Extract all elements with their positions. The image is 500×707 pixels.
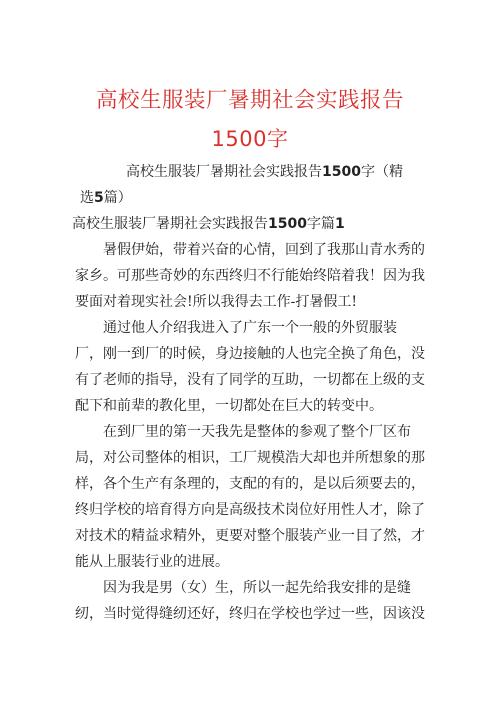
body-line: 纫，当时觉得缝纫还好，终归在学校也学过一些，因该没 xyxy=(75,606,425,622)
body-line: 局，对公司整体的相识，工厂规模浩大却也并所想象的那 xyxy=(75,450,425,466)
section-heading-mid: 字篇 xyxy=(306,216,335,232)
body-line: 样，各个生产有条理的，支配的有的，是以后须要去的， xyxy=(75,476,425,492)
document-title: 高校生服装厂暑期社会实践报告 xyxy=(95,88,404,113)
body-line: 通过他人介绍我进入了广东一个一般的外贸服装 xyxy=(75,320,397,336)
section-heading-number: 1500 xyxy=(268,216,307,232)
section-heading xyxy=(72,211,345,237)
section-heading-index: 1 xyxy=(334,216,345,232)
body-line: 能从上服装行业的进展。 xyxy=(75,554,229,570)
subtitle-text: 高校生服装厂暑期社会实践报告 xyxy=(126,164,322,180)
document-subtitle xyxy=(126,159,446,185)
body-line: 因为我是男（女）生，所以一起先给我安排的是缝 xyxy=(75,580,411,596)
body-line: 有了老师的指导，没有了同学的互助，一切都在上级的支 xyxy=(75,372,425,388)
document-subtitle-wrap xyxy=(80,185,132,211)
subtitle-wrap-pre: 选 xyxy=(80,190,94,206)
body-line: 对技术的精益求精外，更要对整个服装产业一目了然，才 xyxy=(75,528,425,544)
body-line: 在到厂里的第一天我先是整体的参观了整个厂区布 xyxy=(75,424,411,440)
body-line: 配下和前辈的教化里，一切都处在巨大的转变中。 xyxy=(75,398,383,414)
subtitle-wrap-tail: 篇） xyxy=(103,190,132,206)
subtitle-number: 1500 xyxy=(322,164,361,180)
document-title-wordcount: 1500字 xyxy=(211,127,289,151)
section-heading-text: 高校生服装厂暑期社会实践报告 xyxy=(72,216,268,232)
body-line: 家乡。可那些奇妙的东西终归不行能始终陪着我！因为我 xyxy=(75,268,425,284)
body-line: 要面对着现实社会!所以我得去工作-打暑假工! xyxy=(75,294,357,310)
body-line: 终归学校的培育得方向是高级技术岗位好用性人才，除了 xyxy=(75,502,425,518)
body-line: 厂，刚一到厂的时候，身边接触的人也完全换了角色，没 xyxy=(75,346,425,362)
subtitle-tail: 字（精 xyxy=(360,164,403,180)
body-line: 暑假伊始，带着兴奋的心情，回到了我那山青水秀的 xyxy=(75,242,425,258)
subtitle-wrap-number: 5 xyxy=(94,190,104,206)
